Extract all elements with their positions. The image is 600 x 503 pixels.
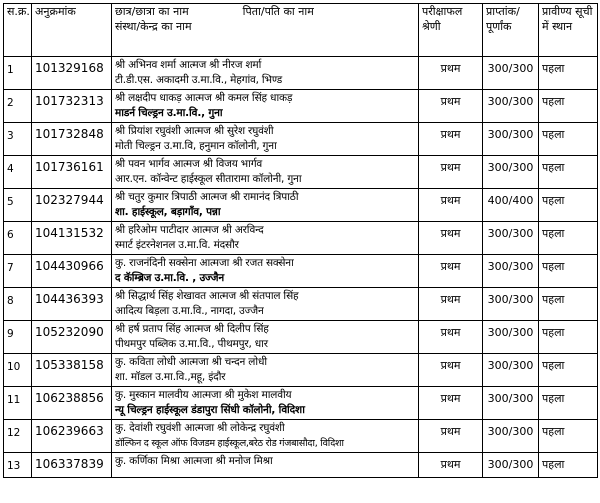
student-name: श्री हर्ष प्रताप सिंह आत्मज श्री दिलीप सिंह	[115, 323, 269, 335]
table-row	[4, 57, 598, 90]
student-cell	[112, 123, 419, 156]
serial-number: 5	[4, 189, 32, 222]
marks: 300/300	[483, 255, 539, 288]
header-position: प्रावीण्य सूची में स्थान	[539, 4, 598, 57]
marks: 300/300	[483, 222, 539, 255]
merit-position: पहला	[539, 420, 598, 453]
serial-number: 8	[4, 288, 32, 321]
marks: 300/300	[483, 453, 539, 478]
result-division: प्रथम	[419, 156, 483, 189]
merit-position: पहला	[539, 189, 598, 222]
table-row	[4, 255, 598, 288]
student-name: श्री लक्षदीप धाकड़ आत्मज श्री कमल सिंह धाकड़	[115, 92, 293, 104]
marks: 300/300	[483, 288, 539, 321]
marks: 300/300	[483, 156, 539, 189]
serial-number: 10	[4, 354, 32, 387]
merit-position: पहला	[539, 57, 598, 90]
merit-position: पहला	[539, 255, 598, 288]
school-name: स्मार्ट इंटरनेशनल उ.मा.वि. मंदसौर	[115, 239, 239, 251]
result-division: प्रथम	[419, 420, 483, 453]
merit-position: पहला	[539, 288, 598, 321]
serial-number: 2	[4, 90, 32, 123]
student-cell	[112, 156, 419, 189]
student-name: कु. मुस्कान मालवीय आत्मजा श्री मुकेश मालवीय	[115, 389, 292, 401]
merit-position: पहला	[539, 156, 598, 189]
result-division: प्रथम	[419, 57, 483, 90]
student-name: श्री सिद्धार्थ सिंह शेखावत आत्मज श्री संतपाल सिंह	[115, 290, 299, 302]
result-division: प्रथम	[419, 222, 483, 255]
header-sno: स.क्र.	[4, 4, 32, 57]
student-name: श्री अभिनव शर्मा आत्मज श्री नीरज शर्मा	[115, 59, 262, 71]
student-name: कु. देवांशी रघुवंशी आत्मजा श्री लोकेन्द्र रघुवंशी	[115, 422, 285, 434]
result-division: प्रथम	[419, 321, 483, 354]
roll-number: 104430966	[32, 255, 112, 288]
merit-position: पहला	[539, 354, 598, 387]
marks: 300/300	[483, 321, 539, 354]
student-cell	[112, 189, 419, 222]
student-cell	[112, 255, 419, 288]
roll-number: 101732313	[32, 90, 112, 123]
header-father: पिता/पति का नाम	[242, 5, 314, 18]
serial-number: 6	[4, 222, 32, 255]
student-cell	[112, 222, 419, 255]
result-division: प्रथम	[419, 90, 483, 123]
student-name: कु. राजनंदिनी सक्सेना आत्मजा श्री रजत सक्सेना	[115, 257, 294, 269]
serial-number: 13	[4, 453, 32, 478]
school-name: डॉल्फिन द स्कूल ऑफ विजडम हाईस्कूल,बरेठ रोड गंजबासौदा, विदिशा	[115, 438, 344, 449]
table-row	[4, 90, 598, 123]
result-division: प्रथम	[419, 123, 483, 156]
table-row	[4, 453, 598, 478]
table-row	[4, 288, 598, 321]
table-row	[4, 420, 598, 453]
school-name: शा. हाईस्कूल, बड़ागाँव, पन्ना	[115, 206, 221, 218]
result-division: प्रथम	[419, 387, 483, 420]
roll-number: 105232090	[32, 321, 112, 354]
student-cell	[112, 420, 419, 453]
marks: 300/300	[483, 387, 539, 420]
merit-position: पहला	[539, 321, 598, 354]
student-cell	[112, 354, 419, 387]
result-division: प्रथम	[419, 255, 483, 288]
marks: 300/300	[483, 354, 539, 387]
result-division: प्रथम	[419, 354, 483, 387]
serial-number: 12	[4, 420, 32, 453]
school-name: टी.डी.एस. अकादमी उ.मा.वि., मेहगांव, भिण्ड	[115, 74, 283, 86]
merit-position: पहला	[539, 90, 598, 123]
student-cell	[112, 453, 419, 478]
school-name: न्यू चिल्ड्रन हाईस्कूल डंडापुरा सिंधी कॉलोनी, विदिशा	[115, 404, 305, 416]
header-roll: अनुक्रमांक	[32, 4, 112, 57]
serial-number: 7	[4, 255, 32, 288]
result-division: प्रथम	[419, 189, 483, 222]
header-name-line2: संस्था/केन्द्र का नाम	[115, 20, 192, 33]
student-name: कु. कविता लोधी आत्मजा श्री चन्दन लोधी	[115, 356, 267, 368]
merit-position: पहला	[539, 123, 598, 156]
header-row	[4, 4, 598, 57]
merit-list-table	[3, 3, 598, 478]
roll-number: 102327944	[32, 189, 112, 222]
table-row	[4, 387, 598, 420]
table-row	[4, 156, 598, 189]
table-row	[4, 321, 598, 354]
roll-number: 101736161	[32, 156, 112, 189]
result-division: प्रथम	[419, 453, 483, 478]
school-name: पीथमपुर पब्लिक उ.मा.वि., पीथमपुर, धार	[115, 338, 268, 350]
student-cell	[112, 321, 419, 354]
table-row	[4, 189, 598, 222]
school-name: मोती चिल्ड्रन उ.मा.वि, हनुमान कॉलोनी, गुना	[115, 140, 277, 152]
serial-number: 4	[4, 156, 32, 189]
school-name: आदित्य बिड़ला उ.मा.वि., नागदा, उज्जैन	[115, 305, 264, 317]
school-name: माडर्न चिल्ड्रन उ.मा.वि., गुना	[115, 107, 223, 119]
student-name: श्री पवन भार्गव आत्मज श्री विजय भार्गव	[115, 158, 263, 170]
marks: 300/300	[483, 123, 539, 156]
student-cell	[112, 387, 419, 420]
header-marks: प्राप्तांक/ पूर्णांक	[483, 4, 539, 57]
student-cell	[112, 57, 419, 90]
serial-number: 1	[4, 57, 32, 90]
roll-number: 106239663	[32, 420, 112, 453]
merit-position: पहला	[539, 453, 598, 478]
marks: 300/300	[483, 57, 539, 90]
marks: 300/300	[483, 420, 539, 453]
student-name: श्री प्रियांश रघुवंशी आत्मज श्री सुरेश रघुवंशी	[115, 125, 274, 137]
roll-number: 101732848	[32, 123, 112, 156]
school-name: शा. मॉडल उ.मा.वि.,महू, इंदौर	[115, 371, 226, 383]
header-name	[112, 4, 419, 57]
table-row	[4, 354, 598, 387]
student-cell	[112, 288, 419, 321]
table-row	[4, 123, 598, 156]
student-name: श्री चतुर कुमार त्रिपाठी आत्मज श्री रामानंद त्रिपाठी	[115, 191, 299, 203]
table-row	[4, 222, 598, 255]
header-result: परीक्षाफल श्रेणी	[419, 4, 483, 57]
merit-position: पहला	[539, 387, 598, 420]
roll-number: 106337839	[32, 453, 112, 478]
serial-number: 3	[4, 123, 32, 156]
student-name: श्री हरिओम पाटीदार आत्मज श्री अरविन्द	[115, 224, 264, 236]
student-cell	[112, 90, 419, 123]
roll-number: 106238856	[32, 387, 112, 420]
roll-number: 104436393	[32, 288, 112, 321]
school-name: आर.एन. कॉन्वेन्ट हाईस्कूल सीतारामा कॉलोनी, गुना	[115, 173, 302, 185]
student-name: कु. कर्णिका मिश्रा आत्मजा श्री मनोज मिश्रा	[115, 455, 273, 467]
roll-number: 101329168	[32, 57, 112, 90]
roll-number: 105338158	[32, 354, 112, 387]
school-name: द कॅम्ब्रिज उ.मा.वि. , उज्जैन	[115, 272, 225, 284]
result-division: प्रथम	[419, 288, 483, 321]
serial-number: 11	[4, 387, 32, 420]
roll-number: 104131532	[32, 222, 112, 255]
marks: 300/300	[483, 90, 539, 123]
serial-number: 9	[4, 321, 32, 354]
merit-position: पहला	[539, 222, 598, 255]
marks: 400/400	[483, 189, 539, 222]
header-name-line1: छात्र/छात्रा का नाम	[115, 5, 189, 18]
